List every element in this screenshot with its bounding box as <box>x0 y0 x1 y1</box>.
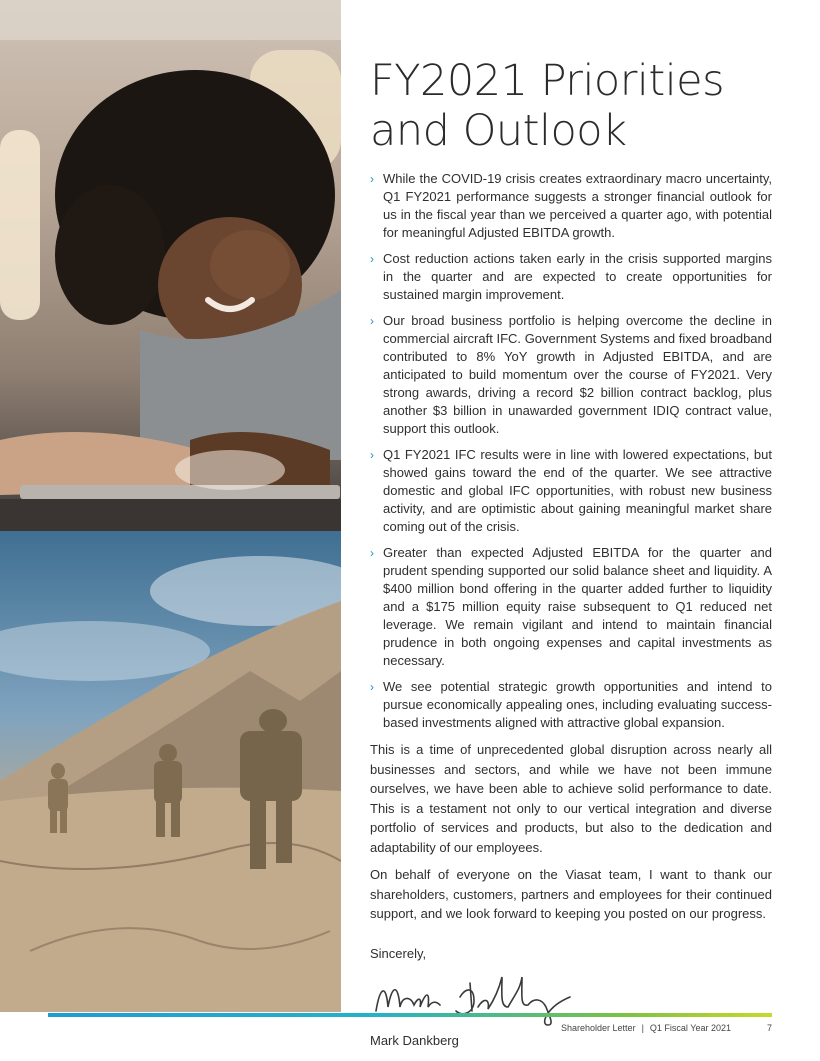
footer-gradient-rule <box>48 1013 772 1017</box>
priority-item <box>370 250 772 304</box>
chevron-bullet-icon: › <box>370 252 374 266</box>
priority-item <box>370 312 772 438</box>
child-with-tablet-photo <box>0 0 341 531</box>
body-paragraph: On behalf of everyone on the Viasat team, I want to thank our shareholders, customers, partners and employees for their continued support, and we look forward to keeping you posted on our progress. <box>370 867 772 921</box>
footer-separator: | <box>641 1023 644 1033</box>
priority-text: Cost reduction actions taken early in the crisis supported margins in the quarter and are expected to create opportunities for sustained margin improvement. <box>383 251 772 302</box>
letter-content <box>370 56 772 1048</box>
closing-salutation: Sincerely, <box>370 945 427 961</box>
handwritten-signature <box>370 967 580 1029</box>
page-title-line-1: FY2021 Priorities <box>370 56 724 106</box>
page-footer <box>561 1023 772 1033</box>
page-title <box>370 56 772 156</box>
chevron-bullet-icon: › <box>370 546 374 560</box>
footer-document-name: Shareholder Letter <box>561 1023 636 1033</box>
priority-item <box>370 678 772 732</box>
priority-text: Q1 FY2021 IFC results were in line with lowered expectations, but showed gains toward the end of the quarter. We see attractive domestic and global IFC opportunities, with robust new business activity, and are optimistic about gaining meaningful market share coming out of the crisis. <box>383 447 772 534</box>
page-title-line-2: and Outlook <box>370 106 627 156</box>
priority-text: We see potential strategic growth opportunities and intend to pursue economically appealing ones, including evaluating success-based investments aligned with attractive global expansion. <box>383 679 772 730</box>
chevron-bullet-icon: › <box>370 680 374 694</box>
soldiers-desert-illustration <box>0 531 341 1012</box>
child-with-tablet-illustration <box>0 0 341 531</box>
soldiers-desert-photo <box>0 531 341 1012</box>
priority-text: While the COVID-19 crisis creates extraordinary macro uncertainty, Q1 FY2021 performance suggests a stronger financial outlook for us in the fiscal year than we perceived a quarter ago, with potential for meaningful Adjusted EBITDA growth. <box>383 171 772 240</box>
chevron-bullet-icon: › <box>370 172 374 186</box>
priority-text: Greater than expected Adjusted EBITDA for the quarter and prudent spending supported our solid balance sheet and liquidity. A $400 million bond offering in the quarter added further to liquidity and a $175 million equity raise subsequent to Q1 reduced net leverage. We remain vigilant and intend to maintain financial prudence in both ongoing expenses and capital investments as necessary. <box>383 545 772 668</box>
priority-item <box>370 544 772 670</box>
body-paragraph: This is a time of unprecedented global disruption across nearly all businesses and sectors, and while we have not been immune ourselves, we have been able to achieve solid performance to date. This is a testament not only to our vertical integration and diverse portfolio of services and products, but also to the dedication and adaptability of our employees. <box>370 742 772 855</box>
signer-name: Mark Dankberg <box>370 1032 459 1048</box>
footer-period: Q1 Fiscal Year 2021 <box>649 1023 731 1033</box>
chevron-bullet-icon: › <box>370 448 374 462</box>
chevron-bullet-icon: › <box>370 314 374 328</box>
priority-item <box>370 170 772 242</box>
priorities-list <box>370 170 772 732</box>
priority-item <box>370 446 772 536</box>
page-number: 7 <box>766 1023 772 1033</box>
priority-text: Our broad business portfolio is helping overcome the decline in commercial aircraft IFC. Government Systems and fixed broadband contributed to 8% YoY growth in Adjusted EBITDA, and are anticipated to build momentum over the course of FY2021. Very strong awards, driving a record $2 billion contract backlog, plus another $3 billion in unawarded government IDIQ contract value, support this outlook. <box>383 313 772 436</box>
